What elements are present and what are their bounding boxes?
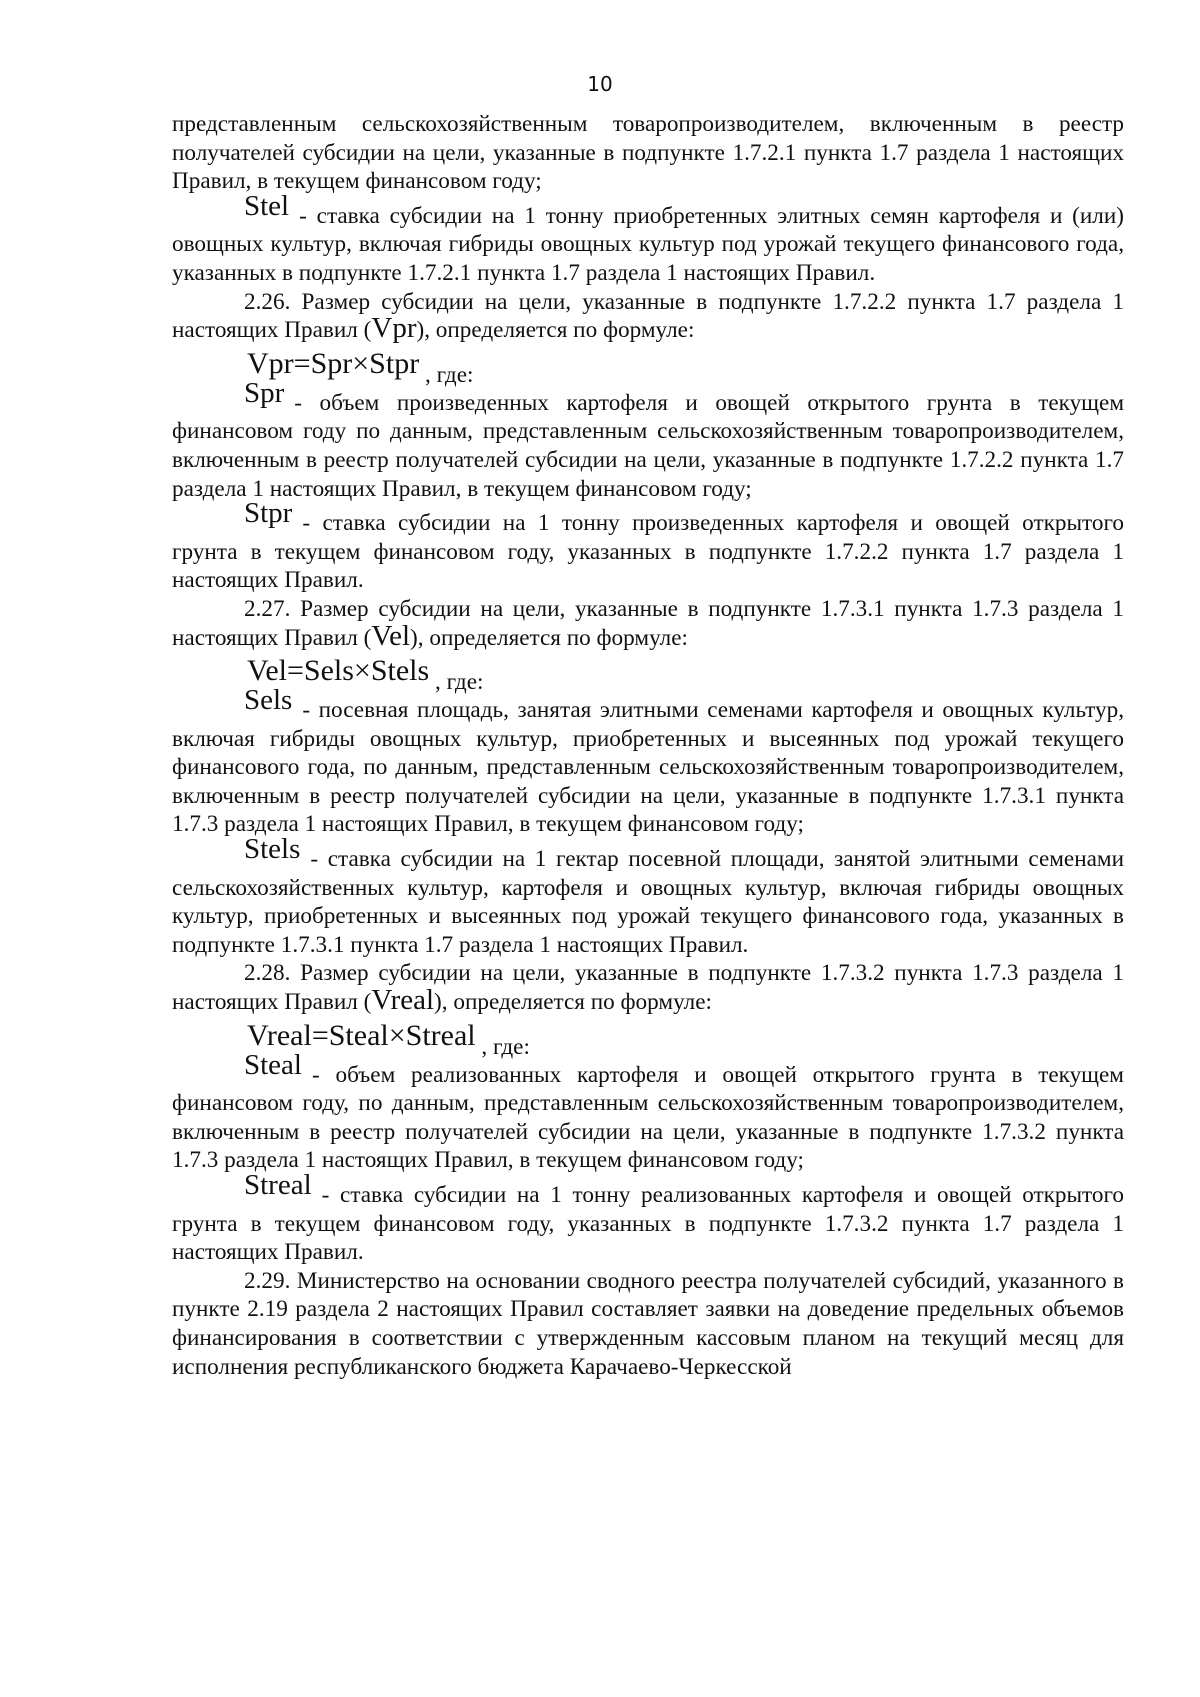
formula-intro-paragraph [172, 959, 1124, 1016]
definition-text: - ставка субсидии на 1 тонну произведенных картофеля и овощей открытого грунта в текущем финансовом году, указанных в подпункте 1.7.2.2 пункта 1.7 раздела 1 настоящих Правил. [172, 510, 1124, 594]
definition-paragraph [172, 1048, 1124, 1175]
formula-symbol: Steal [244, 1048, 302, 1081]
formula-expression: Vpr=Spr×Stpr [247, 346, 420, 380]
intro-text: ), определяется по формуле: [434, 989, 712, 1016]
formula-symbol: Vpr [371, 312, 417, 345]
formula-intro-paragraph [172, 288, 1124, 345]
definition-text: - ставка субсидии на 1 тонну реализованных картофеля и овощей открытого грунта в текущем финансовом году, указанных в подпункте 1.7.3.2 пункта 1.7 раздела 1 настоящих Правил. [172, 1182, 1124, 1266]
formula [247, 346, 1124, 388]
formula-symbol: Streal [244, 1169, 312, 1201]
definition-text: - ставка субсидии на 1 гектар посевной площади, занятой элитными семенами сельскохозяйственных культур, картофеля и овощных культур, включая гибриды овощных культур, приобретенных и высеянных под урожай текущего финансового года, указанных в подпункте 1.7.3.1 пункта 1.7 раздела 1 настоящих Правил. [172, 846, 1124, 958]
definition-paragraph [172, 497, 1124, 595]
formula-suffix: , где: [419, 361, 474, 388]
formula [247, 654, 1124, 696]
intro-text: 2.26. Размер субсидии на цели, указанные в подпункте 1.7.2.2 пункта 1.7 раздела 1 настоящих Правил ( [172, 288, 1124, 344]
intro-text: ), определяется по формуле: [410, 624, 688, 651]
paragraph: 2.29. Министерство на основании сводного реестра получателей субсидий, указанного в пункте 2.19 раздела 2 настоящих Правил составляет заявки на доведение предельных объемов финансирования в соответствии с утвержденным кассовым планом на текущий месяц для исполнения республиканского бюджета Карачаево-Черкесской [172, 1267, 1124, 1380]
formula-expression: Vreal=Steal×Streal [247, 1018, 476, 1052]
paragraph: представленным сельскохозяйственным товаропроизводителем, включенным в реестр получателей субсидии на цели, указанные в подпункте 1.7.2.1 пункта 1.7 раздела 1 настоящих Правил, в текущем финансовом году; [172, 111, 1124, 195]
formula-symbol: Stpr [244, 497, 293, 530]
formula-symbol: Spr [244, 376, 285, 409]
document-body [172, 110, 1124, 1381]
formula-suffix: , где: [475, 1033, 530, 1060]
definition-paragraph [172, 833, 1124, 959]
definition-paragraph [172, 684, 1124, 839]
intro-text: ), определяется по формуле: [416, 317, 695, 344]
page-number: 10 [587, 72, 613, 96]
formula-suffix: , где: [429, 669, 484, 696]
formula-intro-paragraph [172, 595, 1124, 652]
definition-text: - посевная площадь, занятая элитными семенами картофеля и овощных культур, включая гибриды овощных культур, приобретенных и высеянных под урожай текущего финансового года, по данным, представленным сельскохозяйственным товаропроизводителем, включенным в реестр получателей субсидии на цели, указанные в подпункте 1.7.3.1 пункта 1.7.3 раздела 1 настоящих Правил, в текущем финансовом году; [172, 697, 1124, 838]
formula-symbol: Stels [244, 833, 301, 866]
definition-text: - объем произведенных картофеля и овощей открытого грунта в текущем финансовом году по данным, представленным сельскохозяйственным товаропроизводителем, включенным в реестр получателей субсидии на цели, указанные в подпункте 1.7.2.2 пункта 1.7 раздела 1 настоящих Правил, в текущем финансовом году; [172, 389, 1124, 502]
formula-symbol: Sels [244, 684, 293, 717]
definition-text: - объем реализованных картофеля и овощей открытого грунта в текущем финансовом году, по данным, представленным сельскохозяйственным товаропроизводителем, включенным в реестр получателей субсидии на цели, указанные в подпункте 1.7.3.2 пункта 1.7.3 раздела 1 настоящих Правил, в текущем финансовом году; [172, 1061, 1124, 1174]
intro-text: 2.28. Размер субсидии на цели, указанные в подпункте 1.7.3.2 пункта 1.7.3 раздела 1 настоящих Правил ( [172, 960, 1124, 1016]
formula-symbol: Vel [371, 619, 411, 652]
formula-expression: Vel=Sels×Stels [247, 654, 430, 688]
formula-symbol: Vreal [371, 984, 435, 1017]
definition-paragraph [172, 1169, 1124, 1267]
intro-text: 2.27. Размер субсидии на цели, указанные в подпункте 1.7.3.1 пункта 1.7.3 раздела 1 настоящих Правил ( [172, 595, 1124, 651]
definition-paragraph [172, 189, 1124, 288]
formula-symbol: Stel [244, 189, 290, 222]
definition-paragraph [172, 376, 1124, 503]
definition-text: - ставка субсидии на 1 тонну приобретенных элитных семян картофеля и (или) овощных культур, включая гибриды овощных культур под урожай текущего финансового года, указанных в подпункте 1.7.2.1 пункта 1.7 раздела 1 настоящих Правил. [172, 202, 1124, 286]
formula [247, 1018, 1124, 1060]
